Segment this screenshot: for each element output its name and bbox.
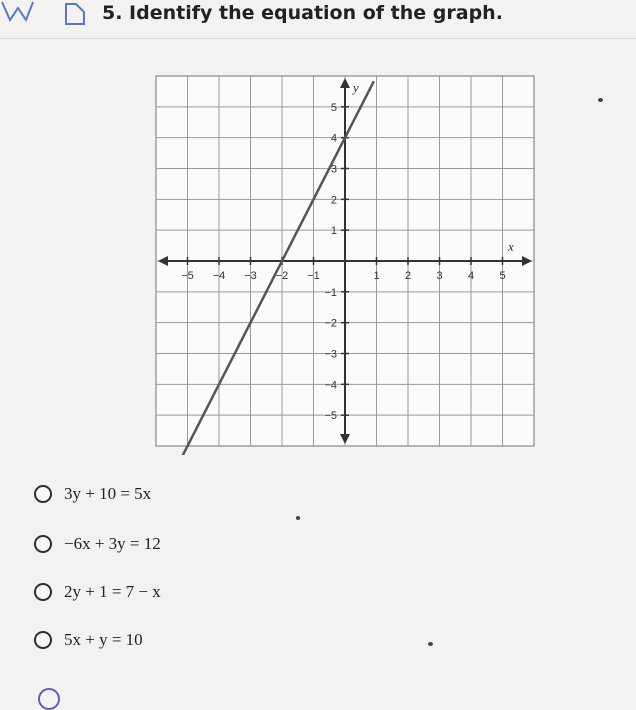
graph-svg bbox=[150, 70, 540, 455]
y-tick-label: 5 bbox=[330, 101, 337, 114]
y-tick-label: −3 bbox=[324, 348, 337, 361]
option-label: −6x + 3y = 12 bbox=[64, 534, 161, 553]
y-tick-label: 1 bbox=[330, 225, 337, 238]
toolbar-icons bbox=[0, 0, 95, 30]
x-tick-label: −2 bbox=[275, 270, 289, 282]
option-label: 3y + 10 = 5x bbox=[64, 484, 152, 503]
radio-button[interactable] bbox=[34, 631, 52, 649]
x-tick-label: −4 bbox=[212, 270, 226, 282]
stray-mark bbox=[598, 98, 603, 102]
y-tick-label: −4 bbox=[324, 379, 337, 392]
y-tick-label: −2 bbox=[324, 317, 337, 330]
radio-button[interactable] bbox=[34, 485, 52, 503]
x-tick-label: 3 bbox=[436, 270, 443, 282]
option-1[interactable] bbox=[34, 480, 151, 508]
option-2[interactable] bbox=[34, 530, 161, 558]
coordinate-graph bbox=[150, 70, 540, 455]
radio-button[interactable] bbox=[34, 535, 52, 553]
x-axis-label: x bbox=[508, 239, 514, 254]
x-tick-label: 2 bbox=[404, 270, 412, 282]
x-tick-label: 5 bbox=[499, 270, 506, 282]
divider bbox=[0, 38, 636, 39]
x-tick-label: −3 bbox=[244, 270, 257, 282]
stray-mark bbox=[428, 642, 433, 646]
y-tick-label: −5 bbox=[324, 410, 337, 423]
help-icon[interactable] bbox=[38, 688, 60, 710]
bookmark-icon[interactable] bbox=[0, 0, 95, 30]
option-3[interactable] bbox=[34, 578, 161, 606]
y-tick-label: −1 bbox=[324, 286, 337, 299]
y-tick-label: 3 bbox=[330, 163, 337, 176]
option-4[interactable] bbox=[34, 626, 143, 654]
y-tick-label: 2 bbox=[330, 194, 337, 207]
x-tick-label: −5 bbox=[181, 270, 194, 282]
x-tick-label: 1 bbox=[373, 270, 380, 282]
x-tick-label: 4 bbox=[467, 270, 475, 282]
stray-mark bbox=[296, 516, 300, 520]
radio-button[interactable] bbox=[34, 583, 52, 601]
option-label: 2y + 1 = 7 − x bbox=[64, 582, 161, 601]
question-title: 5. Identify the equation of the graph. bbox=[102, 2, 503, 24]
option-label: 5x + y = 10 bbox=[64, 630, 143, 649]
x-tick-label: −1 bbox=[307, 270, 320, 282]
y-axis-label: y bbox=[353, 80, 359, 95]
y-tick-label: 4 bbox=[330, 132, 337, 145]
